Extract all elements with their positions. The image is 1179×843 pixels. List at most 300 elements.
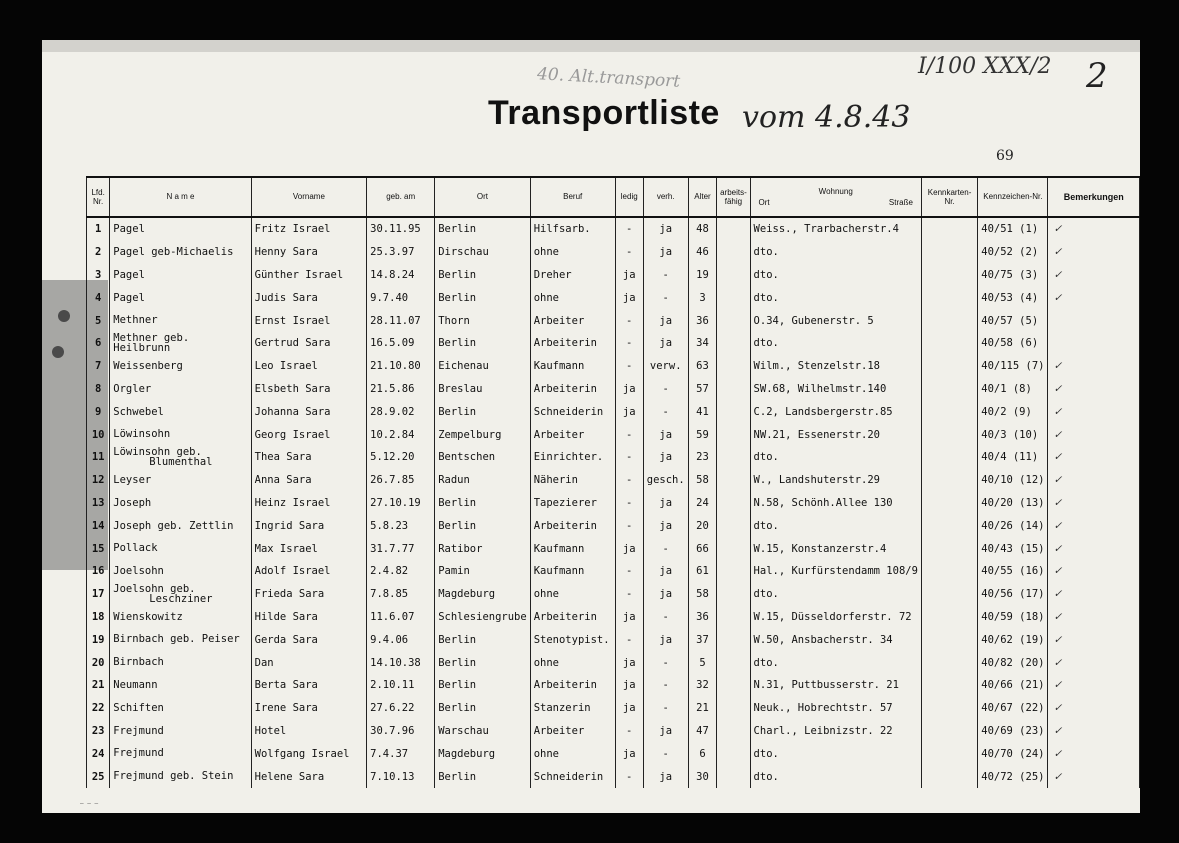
cell-bemerkungen	[1048, 537, 1140, 560]
cell-geb: 9.4.06	[367, 628, 435, 651]
table-row	[87, 309, 1140, 332]
checkmark-icon: ✓	[1053, 747, 1063, 760]
checkmark-icon: ✓	[1053, 246, 1063, 259]
cell-alter: 66	[688, 537, 717, 560]
cell-ledig: -	[615, 241, 643, 264]
cell-nr: 4	[87, 286, 110, 309]
cell-kennkarten	[921, 742, 977, 765]
cell-bemerkungen	[1048, 264, 1140, 287]
cell-beruf: Arbeiterin	[530, 332, 615, 355]
cell-geb: 21.5.86	[367, 378, 435, 401]
cell-bemerkungen	[1048, 217, 1140, 241]
cell-beruf: Schneiderin	[530, 400, 615, 423]
cell-kennzeichen: 40/20 (13)	[978, 492, 1048, 515]
checkmark-icon: ✓	[1053, 496, 1063, 509]
cell-alter: 59	[688, 423, 717, 446]
cell-verh: ja	[643, 765, 688, 788]
cell-geb: 21.10.80	[367, 355, 435, 378]
cell-geb: 5.8.23	[367, 514, 435, 537]
cell-kennkarten	[921, 674, 977, 697]
cell-nr: 13	[87, 492, 110, 515]
cell-alter: 34	[688, 332, 717, 355]
cell-kennkarten	[921, 514, 977, 537]
cell-nr: 3	[87, 264, 110, 287]
cell-ledig: -	[615, 217, 643, 241]
cell-wohnung: Hal., Kurfürstendamm 108/9	[750, 560, 921, 583]
cell-name	[110, 628, 251, 651]
cell-kennzeichen: 40/70 (24)	[978, 742, 1048, 765]
col-wohnung-ort: Ort	[758, 198, 770, 207]
cell-vorname: Günther Israel	[251, 264, 367, 287]
cell-ort: Ratibor	[435, 537, 531, 560]
cell-verh: ja	[643, 720, 688, 743]
cell-arbeitsfaehig	[717, 355, 750, 378]
cell-bemerkungen	[1048, 742, 1140, 765]
checkmark-icon: ✓	[1053, 360, 1063, 373]
cell-nr: 19	[87, 628, 110, 651]
cell-vorname: Irene Sara	[251, 697, 367, 720]
cell-name	[110, 651, 251, 674]
checkmark-icon: ✓	[1053, 291, 1063, 304]
col-wohnung-strasse: Straße	[888, 198, 913, 207]
cell-wohnung: SW.68, Wilhelmstr.140	[750, 378, 921, 401]
cell-vorname: Thea Sara	[251, 446, 367, 469]
cell-alter: 48	[688, 217, 717, 241]
name-text: Frejmund	[113, 724, 164, 737]
cell-wohnung: NW.21, Essenerstr.20	[750, 423, 921, 446]
cell-vorname: Frieda Sara	[251, 583, 367, 606]
col-verh: verh.	[643, 177, 688, 217]
cell-vorname: Max Israel	[251, 537, 367, 560]
cell-arbeitsfaehig	[717, 514, 750, 537]
cell-ledig: ja	[615, 264, 643, 287]
cell-kennzeichen: 40/51 (1)	[978, 217, 1048, 241]
table-row	[87, 606, 1140, 629]
cell-name	[110, 264, 251, 287]
table-row	[87, 720, 1140, 743]
handwritten-reference: I/100 XXX/2	[918, 54, 1052, 79]
name-text: Joelsohn geb.	[113, 582, 196, 595]
cell-nr: 21	[87, 674, 110, 697]
cell-bemerkungen	[1048, 606, 1140, 629]
cell-wohnung: O.34, Gubenerstr. 5	[750, 309, 921, 332]
cell-ort: Berlin	[435, 217, 531, 241]
cell-vorname: Georg Israel	[251, 423, 367, 446]
cell-name	[110, 492, 251, 515]
cell-verh: verw.	[643, 355, 688, 378]
cell-verh: gesch.	[643, 469, 688, 492]
cell-nr: 16	[87, 560, 110, 583]
cell-beruf: ohne	[530, 583, 615, 606]
name-text: Löwinsohn	[113, 428, 171, 441]
cell-ledig: ja	[615, 286, 643, 309]
checkmark-icon: ✓	[1053, 656, 1063, 669]
cell-kennzeichen: 40/66 (21)	[978, 674, 1048, 697]
cell-bemerkungen	[1048, 697, 1140, 720]
cell-geb: 7.10.13	[367, 765, 435, 788]
cell-vorname: Gerda Sara	[251, 628, 367, 651]
name-text: Pagel	[113, 291, 145, 304]
scan-edge	[42, 40, 1140, 52]
cell-name	[110, 514, 251, 537]
cell-geb: 30.7.96	[367, 720, 435, 743]
cell-vorname: Anna Sara	[251, 469, 367, 492]
cell-verh: -	[643, 264, 688, 287]
cell-name	[110, 765, 251, 788]
cell-vorname: Dan	[251, 651, 367, 674]
cell-nr: 15	[87, 537, 110, 560]
cell-geb: 2.4.82	[367, 560, 435, 583]
cell-ort: Berlin	[435, 651, 531, 674]
cell-kennkarten	[921, 492, 977, 515]
cell-verh: ja	[643, 492, 688, 515]
cell-name	[110, 446, 251, 469]
cell-beruf: Arbeiter	[530, 423, 615, 446]
cell-nr: 20	[87, 651, 110, 674]
table-row	[87, 560, 1140, 583]
cell-ledig: -	[615, 560, 643, 583]
cell-kennzeichen: 40/43 (15)	[978, 537, 1048, 560]
cell-kennkarten	[921, 241, 977, 264]
cell-bemerkungen	[1048, 378, 1140, 401]
cell-wohnung: W.15, Düsseldorferstr. 72	[750, 606, 921, 629]
cell-nr: 9	[87, 400, 110, 423]
cell-beruf: Arbeiterin	[530, 514, 615, 537]
name-text: Frejmund geb. Stein	[113, 770, 234, 783]
cell-kennzeichen: 40/72 (25)	[978, 765, 1048, 788]
cell-kennzeichen: 40/82 (20)	[978, 651, 1048, 674]
cell-kennkarten	[921, 583, 977, 606]
cell-geb: 7.8.85	[367, 583, 435, 606]
cell-kennkarten	[921, 537, 977, 560]
cell-name	[110, 697, 251, 720]
cell-arbeitsfaehig	[717, 217, 750, 241]
cell-ledig: -	[615, 514, 643, 537]
cell-beruf: Arbeiter	[530, 720, 615, 743]
cell-arbeitsfaehig	[717, 674, 750, 697]
table-row	[87, 264, 1140, 287]
cell-alter: 61	[688, 560, 717, 583]
cell-wohnung: W.15, Konstanzerstr.4	[750, 537, 921, 560]
cell-wohnung: dto.	[750, 514, 921, 537]
checkmark-icon: ✓	[1053, 633, 1063, 646]
cell-ort: Breslau	[435, 378, 531, 401]
cell-ledig: -	[615, 309, 643, 332]
cell-nr: 24	[87, 742, 110, 765]
cell-alter: 58	[688, 469, 717, 492]
cell-ort: Pamin	[435, 560, 531, 583]
cell-verh: ja	[643, 583, 688, 606]
cell-ort: Warschau	[435, 720, 531, 743]
cell-geb: 28.9.02	[367, 400, 435, 423]
cell-geb: 5.12.20	[367, 446, 435, 469]
cell-geb: 30.11.95	[367, 217, 435, 241]
cell-wohnung: dto.	[750, 742, 921, 765]
name-text: Frejmund	[113, 747, 164, 760]
cell-bemerkungen	[1048, 469, 1140, 492]
cell-kennkarten	[921, 378, 977, 401]
checkmark-icon: ✓	[1053, 451, 1063, 464]
handwritten-page-number: 2	[1086, 56, 1108, 96]
cell-ledig: -	[615, 355, 643, 378]
cell-kennkarten	[921, 469, 977, 492]
cell-wohnung: W.50, Ansbacherstr. 34	[750, 628, 921, 651]
col-wohnung-title: Wohnung	[818, 186, 853, 196]
cell-kennkarten	[921, 400, 977, 423]
cell-arbeitsfaehig	[717, 697, 750, 720]
cell-kennzeichen: 40/53 (4)	[978, 286, 1048, 309]
cell-name	[110, 355, 251, 378]
cell-verh: ja	[643, 628, 688, 651]
table-row	[87, 697, 1140, 720]
cell-kennkarten	[921, 606, 977, 629]
cell-alter: 37	[688, 628, 717, 651]
cell-beruf: Kaufmann	[530, 355, 615, 378]
cell-name	[110, 742, 251, 765]
cell-arbeitsfaehig	[717, 332, 750, 355]
cell-ort: Berlin	[435, 697, 531, 720]
cell-kennkarten	[921, 720, 977, 743]
cell-geb: 28.11.07	[367, 309, 435, 332]
page-number: 69	[996, 148, 1014, 164]
cell-name	[110, 606, 251, 629]
cell-beruf: Tapezierer	[530, 492, 615, 515]
cell-nr: 12	[87, 469, 110, 492]
table-row	[87, 217, 1140, 241]
cell-bemerkungen	[1048, 514, 1140, 537]
col-bemerkungen: Bemerkungen	[1048, 177, 1140, 217]
cell-arbeitsfaehig	[717, 378, 750, 401]
cell-kennzeichen: 40/62 (19)	[978, 628, 1048, 651]
cell-bemerkungen	[1048, 241, 1140, 264]
cell-arbeitsfaehig	[717, 469, 750, 492]
cell-ort: Radun	[435, 469, 531, 492]
cell-name	[110, 537, 251, 560]
cell-alter: 6	[688, 742, 717, 765]
cell-verh: ja	[643, 560, 688, 583]
cell-kennzeichen: 40/69 (23)	[978, 720, 1048, 743]
checkmark-icon: ✓	[1053, 588, 1063, 601]
cell-kennkarten	[921, 423, 977, 446]
cell-arbeitsfaehig	[717, 606, 750, 629]
cell-name	[110, 378, 251, 401]
cell-ort: Berlin	[435, 628, 531, 651]
cell-geb: 31.7.77	[367, 537, 435, 560]
cell-bemerkungen	[1048, 720, 1140, 743]
table-row	[87, 674, 1140, 697]
cell-kennkarten	[921, 560, 977, 583]
cell-verh: ja	[643, 332, 688, 355]
cell-name	[110, 469, 251, 492]
cell-bemerkungen	[1048, 400, 1140, 423]
cell-alter: 57	[688, 378, 717, 401]
cell-verh: ja	[643, 446, 688, 469]
cell-alter: 41	[688, 400, 717, 423]
cell-kennzeichen: 40/3 (10)	[978, 423, 1048, 446]
name-text: Birnbach	[113, 656, 164, 669]
table-row	[87, 514, 1140, 537]
name-text: Joelsohn	[113, 565, 164, 578]
cell-kennkarten	[921, 264, 977, 287]
name-text: Neumann	[113, 679, 158, 692]
cell-nr: 23	[87, 720, 110, 743]
cell-beruf: ohne	[530, 286, 615, 309]
cell-vorname: Helene Sara	[251, 765, 367, 788]
cell-ort: Zempelburg	[435, 423, 531, 446]
checkmark-icon: ✓	[1053, 542, 1063, 555]
cell-alter: 21	[688, 697, 717, 720]
cell-ledig: ja	[615, 606, 643, 629]
cell-ledig: -	[615, 332, 643, 355]
cell-kennzeichen: 40/55 (16)	[978, 560, 1048, 583]
cell-bemerkungen	[1048, 765, 1140, 788]
cell-ledig: ja	[615, 651, 643, 674]
cell-arbeitsfaehig	[717, 651, 750, 674]
cell-beruf: ohne	[530, 241, 615, 264]
checkmark-icon: ✓	[1053, 565, 1063, 578]
col-alter: Alter	[688, 177, 717, 217]
cell-nr: 18	[87, 606, 110, 629]
checkmark-icon: ✓	[1053, 223, 1063, 236]
table-header	[87, 177, 1140, 217]
cell-wohnung: N.31, Puttbusserstr. 21	[750, 674, 921, 697]
cell-ort: Magdeburg	[435, 742, 531, 765]
table-row	[87, 492, 1140, 515]
cell-alter: 47	[688, 720, 717, 743]
cell-geb: 9.7.40	[367, 286, 435, 309]
cell-kennzeichen: 40/75 (3)	[978, 264, 1048, 287]
cell-arbeitsfaehig	[717, 628, 750, 651]
cell-wohnung: dto.	[750, 264, 921, 287]
cell-beruf: Schneiderin	[530, 765, 615, 788]
table-row	[87, 378, 1140, 401]
cell-kennzeichen: 40/10 (12)	[978, 469, 1048, 492]
cell-verh: -	[643, 651, 688, 674]
cell-alter: 32	[688, 674, 717, 697]
cell-kennzeichen: 40/67 (22)	[978, 697, 1048, 720]
table-row	[87, 651, 1140, 674]
cell-kennzeichen: 40/58 (6)	[978, 332, 1048, 355]
name-text: Joseph	[113, 496, 152, 509]
form-stamp: — — —	[80, 800, 99, 807]
cell-kennzeichen: 40/57 (5)	[978, 309, 1048, 332]
cell-vorname: Hilde Sara	[251, 606, 367, 629]
cell-kennzeichen: 40/4 (11)	[978, 446, 1048, 469]
table-row	[87, 241, 1140, 264]
cell-arbeitsfaehig	[717, 264, 750, 287]
cell-vorname: Wolfgang Israel	[251, 742, 367, 765]
cell-verh: -	[643, 400, 688, 423]
name-text: Wienskowitz	[113, 610, 183, 623]
checkmark-icon: ✓	[1053, 770, 1063, 783]
cell-geb: 14.10.38	[367, 651, 435, 674]
cell-wohnung: C.2, Landsbergerstr.85	[750, 400, 921, 423]
cell-name	[110, 309, 251, 332]
cell-ledig: -	[615, 469, 643, 492]
cell-verh: ja	[643, 423, 688, 446]
cell-ledig: -	[615, 765, 643, 788]
cell-bemerkungen	[1048, 355, 1140, 378]
name-text: Leyser	[113, 473, 152, 486]
document-sheet	[42, 40, 1140, 813]
name-text: Weissenberg	[113, 359, 183, 372]
cell-arbeitsfaehig	[717, 286, 750, 309]
cell-beruf: Kaufmann	[530, 537, 615, 560]
name-text: Pagel	[113, 268, 145, 281]
cell-arbeitsfaehig	[717, 423, 750, 446]
cell-ort: Berlin	[435, 514, 531, 537]
cell-bemerkungen	[1048, 674, 1140, 697]
cell-wohnung: Neuk., Hobrechtstr. 57	[750, 697, 921, 720]
cell-vorname: Elsbeth Sara	[251, 378, 367, 401]
table-row	[87, 286, 1140, 309]
cell-kennzeichen: 40/1 (8)	[978, 378, 1048, 401]
punch-hole	[52, 346, 64, 358]
cell-ort: Dirschau	[435, 241, 531, 264]
cell-vorname: Hotel	[251, 720, 367, 743]
cell-name	[110, 400, 251, 423]
cell-ort: Schlesiengrube	[435, 606, 531, 629]
checkmark-icon: ✓	[1053, 702, 1063, 715]
cell-bemerkungen	[1048, 628, 1140, 651]
cell-verh: -	[643, 697, 688, 720]
cell-name	[110, 286, 251, 309]
col-geb: geb. am	[367, 177, 435, 217]
checkmark-icon: ✓	[1053, 268, 1063, 281]
col-arbeitsfaehig: arbeits-fähig	[717, 177, 750, 217]
name-text: Methner	[113, 314, 158, 327]
cell-ort: Berlin	[435, 264, 531, 287]
cell-nr: 10	[87, 423, 110, 446]
cell-beruf: Arbeiter	[530, 309, 615, 332]
cell-wohnung: N.58, Schönh.Allee 130	[750, 492, 921, 515]
cell-nr: 5	[87, 309, 110, 332]
checkmark-icon: ✓	[1053, 724, 1063, 737]
cell-wohnung: Charl., Leibnizstr. 22	[750, 720, 921, 743]
cell-verh: -	[643, 286, 688, 309]
cell-kennzeichen: 40/52 (2)	[978, 241, 1048, 264]
name-text: Schiften	[113, 701, 164, 714]
cell-kennkarten	[921, 217, 977, 241]
col-nr: Lfd. Nr.	[87, 177, 110, 217]
table-body	[87, 217, 1140, 788]
cell-vorname: Berta Sara	[251, 674, 367, 697]
cell-vorname: Heinz Israel	[251, 492, 367, 515]
cell-geb: 14.8.24	[367, 264, 435, 287]
cell-bemerkungen	[1048, 286, 1140, 309]
cell-verh: ja	[643, 309, 688, 332]
maiden-name-text: Leschziner	[149, 593, 213, 606]
cell-ledig: -	[615, 446, 643, 469]
col-vorname: Vorname	[251, 177, 367, 217]
col-wohnung	[750, 177, 921, 217]
cell-bemerkungen	[1048, 309, 1140, 332]
checkmark-icon: ✓	[1053, 679, 1063, 692]
checkmark-icon: ✓	[1053, 519, 1063, 532]
name-text: Pollack	[113, 542, 158, 555]
cell-name	[110, 241, 251, 264]
cell-ort: Berlin	[435, 765, 531, 788]
cell-vorname: Ingrid Sara	[251, 514, 367, 537]
cell-alter: 36	[688, 606, 717, 629]
col-name: N a m e	[110, 177, 251, 217]
name-text: Pagel geb-Michaelis	[113, 245, 234, 258]
cell-kennzeichen: 40/59 (18)	[978, 606, 1048, 629]
cell-beruf: Dreher	[530, 264, 615, 287]
cell-wohnung: dto.	[750, 651, 921, 674]
cell-alter: 58	[688, 583, 717, 606]
document-title: Transportliste	[488, 94, 720, 132]
